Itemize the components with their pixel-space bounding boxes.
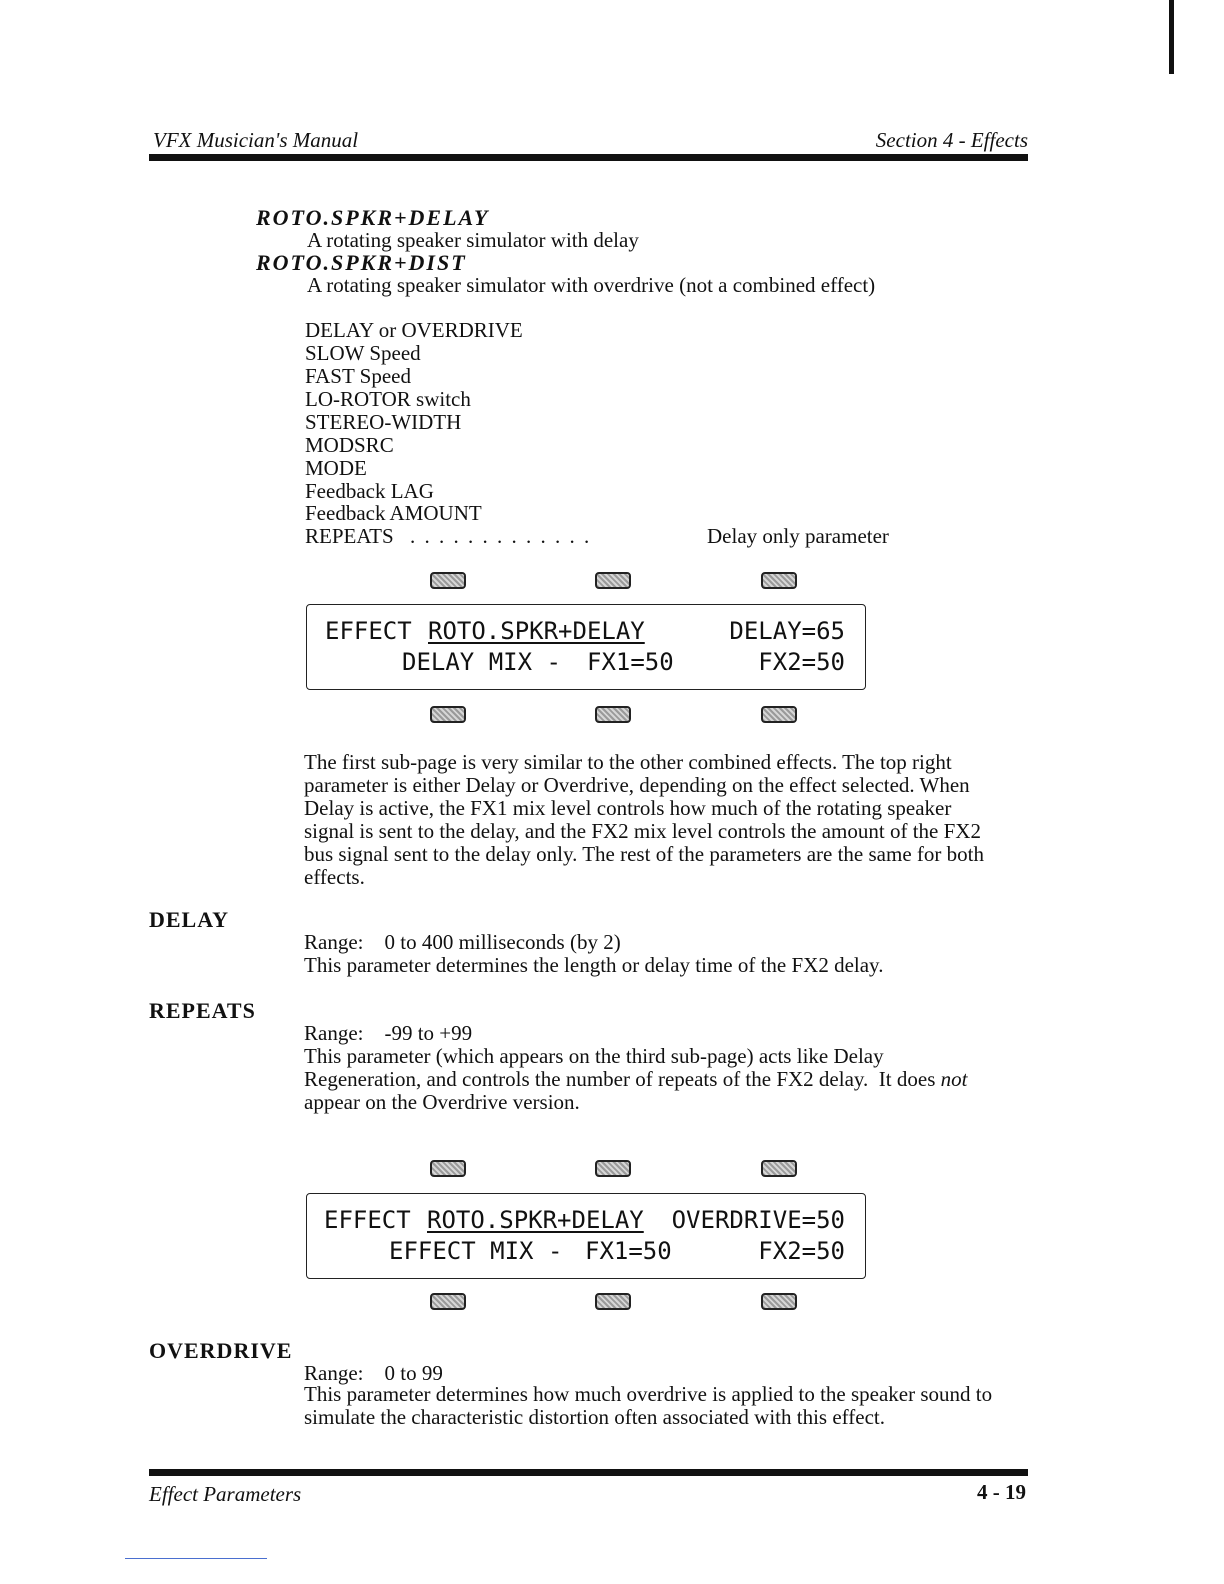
- paragraph-line: parameter is either Delay or Overdrive, depending on the effect selected. When: [304, 773, 970, 797]
- binding-mark: [1169, 0, 1174, 74]
- header-manual-title: VFX Musician's Manual: [153, 128, 359, 152]
- lcd-effect-name: ROTO.SPKR+DELAY: [428, 617, 645, 645]
- param-list-item: LO-ROTOR switch: [305, 387, 471, 411]
- lcd-display-overdrive: [306, 1193, 866, 1279]
- lcd-fx2-value: FX2=50: [758, 1237, 845, 1265]
- soft-button-top-center[interactable]: [595, 572, 631, 589]
- paragraph-line: bus signal sent to the delay only. The rest of the parameters are the same for both: [304, 842, 984, 866]
- param-list-item: SLOW Speed: [305, 341, 421, 365]
- effect-title-delay: ROTO.SPKR+DELAY: [256, 205, 490, 230]
- footer-rule: [149, 1469, 1028, 1476]
- header-rule: [149, 154, 1028, 161]
- param-list-note: Delay only parameter: [707, 524, 889, 548]
- effect-description-dist: A rotating speaker simulator with overdrive (not a combined effect): [307, 273, 876, 297]
- repeats-line-2-text: Regeneration, and controls the number of repeats of the FX2 delay. It does: [304, 1067, 941, 1091]
- repeats-range: Range: -99 to +99: [304, 1021, 473, 1045]
- param-list-item: Feedback AMOUNT: [305, 501, 482, 525]
- param-list-item: STEREO-WIDTH: [305, 410, 462, 434]
- param-list-leader: . . . . . . . . . . . . .: [410, 524, 592, 548]
- soft-button-bottom-left[interactable]: [430, 1293, 466, 1310]
- repeats-emphasis: not: [940, 1067, 968, 1091]
- overdrive-line-1: This parameter determines how much overdrive is applied to the speaker sound to: [304, 1382, 993, 1406]
- paragraph-line: The first sub-page is very similar to the other combined effects. The top right: [304, 750, 952, 774]
- scan-underline: [125, 1558, 267, 1559]
- lcd-fx1-value: FX1=50: [585, 1237, 672, 1265]
- repeats-line-2: [304, 1068, 967, 1091]
- delay-description: This parameter determines the length or delay time of the FX2 delay.: [304, 953, 884, 977]
- repeats-heading: REPEATS: [149, 998, 256, 1023]
- lcd-effect-name: ROTO.SPKR+DELAY: [427, 1206, 644, 1234]
- lcd-mix-label: DELAY MIX -: [402, 648, 561, 676]
- footer-page-number: 4 - 19: [977, 1480, 1026, 1504]
- param-list-item: DELAY or OVERDRIVE: [305, 318, 523, 342]
- lcd-delay-value: DELAY=65: [729, 617, 845, 645]
- param-list-item: MODE: [305, 456, 367, 480]
- soft-button-top-right[interactable]: [761, 572, 797, 589]
- delay-heading: DELAY: [149, 907, 229, 932]
- lcd-effect-label: EFFECT: [325, 617, 412, 645]
- overdrive-range: Range: 0 to 99: [304, 1361, 443, 1385]
- overdrive-line-2: simulate the characteristic distortion often associated with this effect.: [304, 1405, 886, 1429]
- param-list-item: Feedback LAG: [305, 479, 434, 503]
- effect-description-delay: A rotating speaker simulator with delay: [307, 228, 639, 252]
- lcd-display-delay: [306, 604, 866, 690]
- paragraph-line: Delay is active, the FX1 mix level controls how much of the rotating speaker: [304, 796, 952, 820]
- lcd-fx2-value: FX2=50: [758, 648, 845, 676]
- lcd-fx1-value: FX1=50: [587, 648, 674, 676]
- param-list-item: REPEATS: [305, 524, 394, 548]
- repeats-line-3: appear on the Overdrive version.: [304, 1090, 580, 1114]
- soft-button-bottom-center[interactable]: [595, 706, 631, 723]
- soft-button-top-left[interactable]: [430, 1160, 466, 1177]
- overdrive-heading: OVERDRIVE: [149, 1338, 293, 1363]
- lcd-mix-label: EFFECT MIX -: [389, 1237, 563, 1265]
- delay-range: Range: 0 to 400 milliseconds (by 2): [304, 930, 621, 954]
- paragraph-line: signal is sent to the delay, and the FX2 mix level controls the amount of the FX2: [304, 819, 981, 843]
- param-list-item: MODSRC: [305, 433, 394, 457]
- footer-chapter: Effect Parameters: [149, 1482, 302, 1506]
- lcd-overdrive-value: OVERDRIVE=50: [671, 1206, 845, 1234]
- header-section: Section 4 - Effects: [875, 128, 1028, 152]
- soft-button-bottom-center[interactable]: [595, 1293, 631, 1310]
- soft-button-bottom-right[interactable]: [761, 706, 797, 723]
- paragraph-line: effects.: [304, 865, 365, 889]
- intro-paragraph: [304, 751, 984, 889]
- lcd-effect-label: EFFECT: [324, 1206, 411, 1234]
- soft-button-top-left[interactable]: [430, 572, 466, 589]
- soft-button-bottom-left[interactable]: [430, 706, 466, 723]
- repeats-line-1: This parameter (which appears on the third sub-page) acts like Delay: [304, 1044, 884, 1068]
- effect-title-dist: ROTO.SPKR+DIST: [256, 250, 467, 275]
- soft-button-top-right[interactable]: [761, 1160, 797, 1177]
- param-list-item: FAST Speed: [305, 364, 411, 388]
- soft-button-bottom-right[interactable]: [761, 1293, 797, 1310]
- soft-button-top-center[interactable]: [595, 1160, 631, 1177]
